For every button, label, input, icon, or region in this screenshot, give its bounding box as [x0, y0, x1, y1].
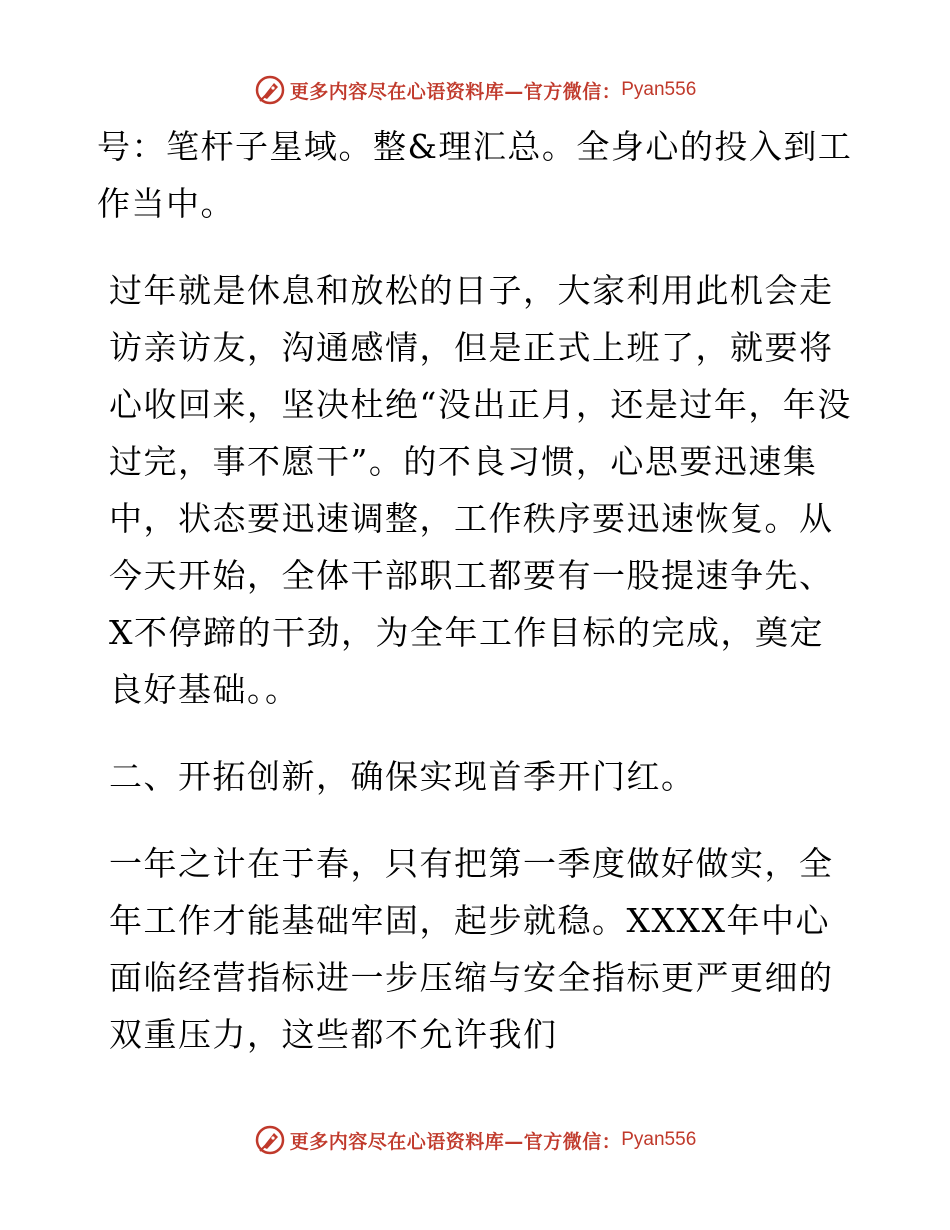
pen-nib-logo-icon — [254, 74, 286, 106]
header-banner-contact: Pyan556 — [621, 79, 697, 100]
paragraph-1: 号：笔杆子星域。整&理汇总。全身心的投入到工作当中。 — [97, 127, 853, 223]
pen-nib-logo-icon — [254, 1124, 286, 1156]
header-banner-text: 更多内容尽在心语资料库—官方微信： — [289, 80, 622, 103]
paragraph-2: 过年就是休息和放松的日子，大家利用此机会走访亲访友，沟通感情，但是正式上班了，就要将心收回来，坚决杜绝“没出正月，还是过年，年没过完，事不愿干”。的不良习惯，心思要迅速集中，状态要迅速调整，工作秩序要迅速恢复。从今天开始，全体干部职工都要有一股提速争先、X不停蹄的干劲，为全年工作目标的完成，奠定良好基础。。 — [109, 271, 852, 709]
paragraph-3: 一年之计在于春，只有把第一季度做好做实，全年工作才能基础牢固，起步就稳。XXXX年中心面临经营指标进一步压缩与安全指标更严更细的双重压力，这些都不允许我们 — [109, 844, 834, 1054]
footer-banner-text: 更多内容尽在心语资料库—官方微信： — [289, 1130, 622, 1153]
header-banner — [0, 70, 950, 110]
footer-banner-contact: Pyan556 — [621, 1129, 697, 1150]
document-body — [97, 118, 857, 1063]
section-heading: 二、开拓创新，确保实现首季开门红。 — [109, 757, 696, 796]
footer-banner — [0, 1120, 950, 1160]
